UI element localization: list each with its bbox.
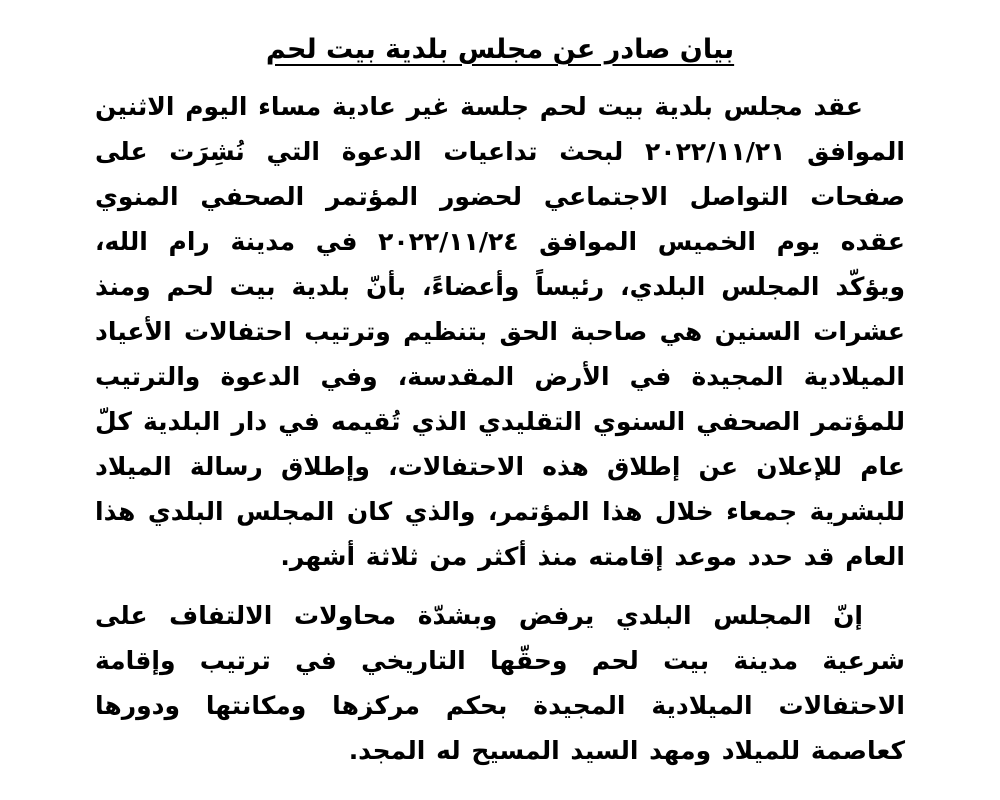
document-page <box>95 30 905 780</box>
body-paragraph-1: عقد مجلس بلدية بيت لحم جلسة غير عادية مساء اليوم الاثنين الموافق ٢٠٢٢/١١/٢١ لبحث تداعيات الدعوة التي نُشِرَت على صفحات التواصل الاجتماعي لحضور المؤتمر الصحفي المنوي عقده يوم الخميس الموافق ٢٠٢٢/١١/٢٤ في مدينة رام الله، ويؤكّد المجلس البلدي، رئيساً وأعضاءً، بأنّ بلدية بيت لحم ومنذ عشرات السنين هي صاحبة الحق بتنظيم وترتيب احتفالات الأعياد الميلادية المجيدة في الأرض المقدسة، وفي الدعوة والترتيب للمؤتمر الصحفي السنوي التقليدي الذي تُقيمه في دار البلدية كلّ عام للإعلان عن إطلاق هذه الاحتفالات، وإطلاق رسالة الميلاد للبشرية جمعاء خلال هذا المؤتمر، والذي كان المجلس البلدي هذا العام قد حدد موعد إقامته منذ أكثر من ثلاثة أشهر. <box>95 92 905 571</box>
body-paragraph-2: إنّ المجلس البلدي يرفض وبشدّة محاولات الالتفاف على شرعية مدينة بيت لحم وحقّها التاريخي في ترتيب وإقامة الاحتفالات الميلادية المجيدة بحكم مركزها ومكانتها ودورها كعاصمة للميلاد ومهد السيد المسيح له المجد. <box>95 601 905 765</box>
document-title: بيان صادر عن مجلس بلدية بيت لحم <box>265 34 735 65</box>
